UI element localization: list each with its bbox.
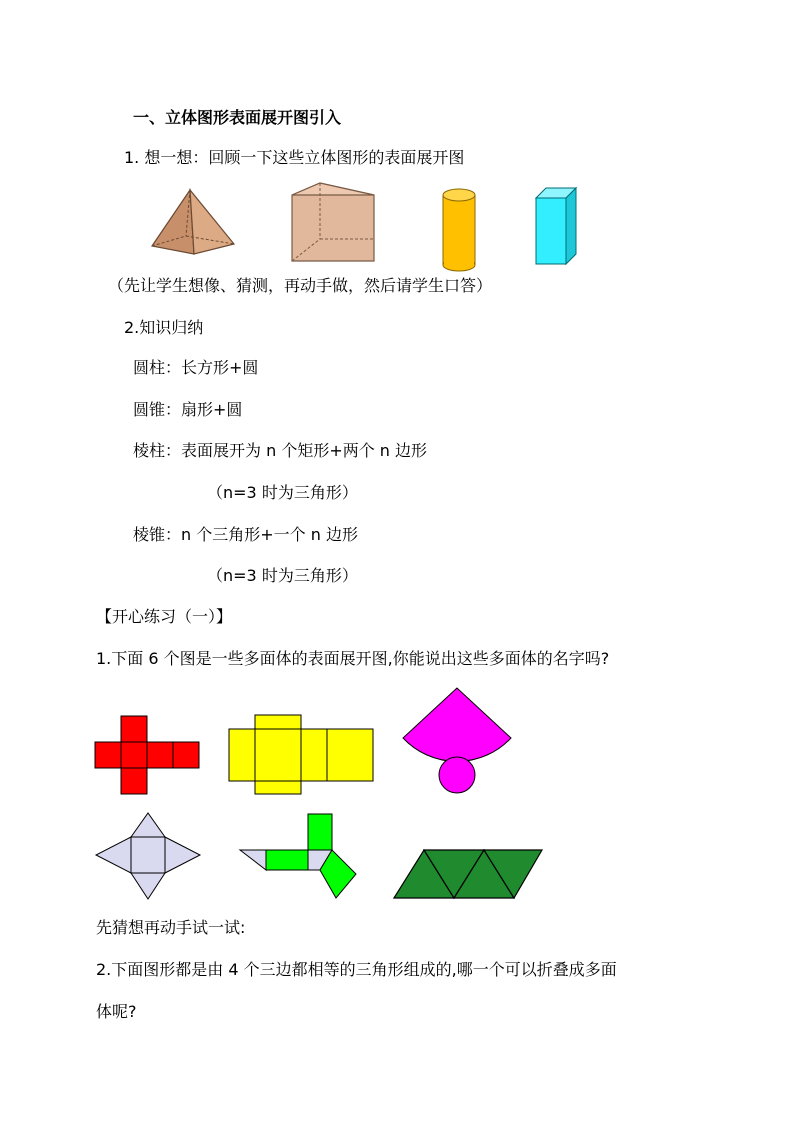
square-pyramid-net-figure [94,811,202,901]
triangular-pyramid-figure [150,188,236,254]
guess-instruction: 先猜想再动手试一试: [96,918,246,937]
knowledge-heading: 2.知识归纳 [124,318,204,337]
question-1: 1.下面 6 个图是一些多面体的表面展开图,你能说出这些多面体的名字吗? [96,649,610,668]
prism-note: （n=3 时为三角形） [207,483,358,502]
pyramid-note: （n=3 时为三角形） [207,566,358,585]
cube-net-figure [94,715,202,797]
cuboid-net-figure [228,714,376,796]
pyramid-rule: 棱锥：n 个三角形+一个 n 边形 [133,525,358,544]
cylinder-figure [441,188,477,272]
cone-net-figure [400,686,514,796]
cuboid-figure [534,186,578,266]
cone-rule: 圆锥：扇形+圆 [133,400,243,419]
method-note: （先让学生想像、猜测，再动手做，然后请学生口答） [108,276,493,295]
practice-heading: 【开心练习（一）】 [96,607,233,626]
question-2-line-1: 2.下面图形都是由 4 个三边都相等的三角形组成的,哪一个可以折叠成多面 [96,960,617,979]
tetrahedron-net-figure [392,848,544,900]
section-heading: 一、立体图形表面展开图引入 [133,108,342,127]
think-prompt: 1. 想一想：回顾一下这些立体图形的表面展开图 [124,148,465,167]
prism-rule: 棱柱：表面展开为 n 个矩形+两个 n 边形 [133,441,428,460]
triangular-prism-figure [290,181,376,263]
triangular-prism-net-figure [238,812,358,900]
cylinder-rule: 圆柱：长方形+圆 [133,358,259,377]
question-2-line-2: 体呢? [96,1002,137,1021]
